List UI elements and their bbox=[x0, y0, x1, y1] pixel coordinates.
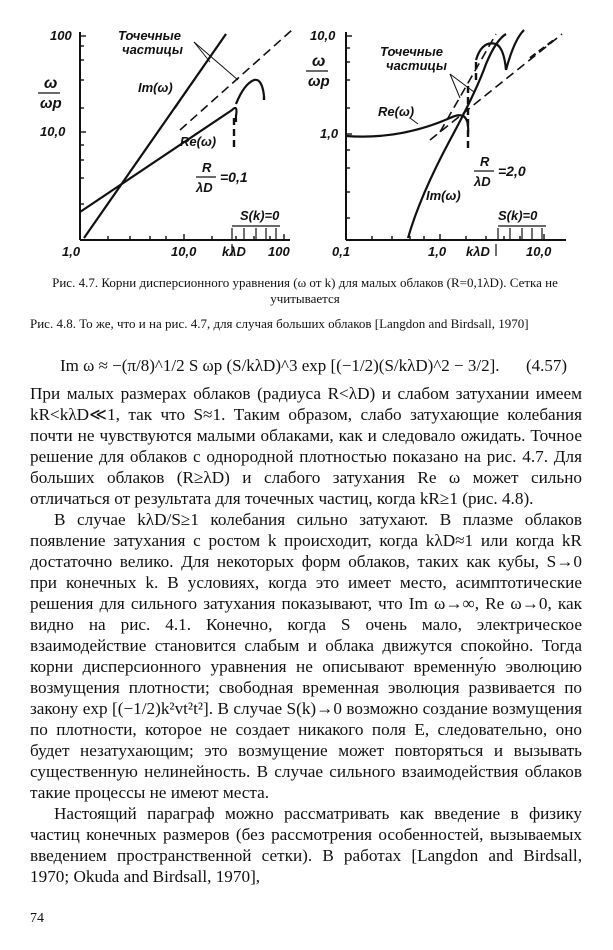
right-param-R: R bbox=[480, 154, 490, 169]
left-x-mark-label: kλD bbox=[222, 244, 246, 259]
left-label-im: Im(ω) bbox=[138, 80, 173, 95]
left-x-tick-100: 100 bbox=[268, 244, 290, 259]
figure-4-8 bbox=[300, 0, 613, 272]
body-text bbox=[30, 383, 582, 887]
right-x-tick-1: 1,0 bbox=[428, 244, 447, 259]
right-im-curve-2 bbox=[506, 30, 524, 70]
left-param-lambda: λD bbox=[196, 180, 213, 195]
left-sk-arrows bbox=[232, 226, 280, 240]
left-param-value: =0,1 bbox=[220, 169, 248, 185]
right-x-mark-label: kλD bbox=[466, 244, 490, 259]
left-y-tick-10: 10,0 bbox=[40, 124, 66, 139]
caption-fig-4-7: Рис. 4.7. Корни дисперсионного уравнения (ω от k) для малых облаков (R=0,1λD). Сетка не учитывается bbox=[52, 275, 558, 306]
right-label-sk: S(k)=0 bbox=[498, 208, 538, 223]
left-y-label-top: ω bbox=[44, 75, 58, 92]
right-x-tick-01: 0,1 bbox=[332, 244, 351, 259]
figure-4-7 bbox=[0, 0, 310, 272]
equation-number: (4.57) bbox=[526, 356, 568, 375]
left-re-curve bbox=[80, 108, 237, 212]
left-x-tick-10: 10,0 bbox=[171, 244, 197, 259]
right-label-point-particles-2: частицы bbox=[386, 58, 448, 73]
right-param-lambda: λD bbox=[474, 174, 491, 189]
right-im-dash bbox=[530, 40, 554, 58]
left-label-point-particles-1: Точечные bbox=[118, 28, 181, 43]
right-point-particle-line-2 bbox=[440, 34, 496, 132]
right-y-label-bottom: ωp bbox=[308, 73, 330, 90]
paragraph-2: В случае kλD/S≥1 колебания сильно затухают. В плазме облаков появление затухания с ростом k происходит, когда kλD≈1 или когда kR достаточно велико. Для некоторых форм облаков, таких как кубы, S→0 при конечных k. В условиях, когда это имеет место, асимптотические решения для сильного затухания показывают, что Im ω→∞, Re ω→0, как видно на рис. 4.1. Конечно, когда S очень мало, электрическое взаимодействие становится слабым и облака движутся спокойно. Тогда корни дисперсионного уравнения не описывают временну́ю эволюцию возмущения плотности; свободная временная эволюция развивается по закону exp [(−1/2)k²vt²t²]. В случае S(k)→0 возможно создание возмущения по плотности, которое не создает никакого поля E, следовательно, оно будет незатухающим; это возмущение может повторяться и вызывать существенную нелинейность. В случае сильного взаимодействия облаков такие процессы не имеют места. bbox=[30, 510, 582, 802]
right-re-branch bbox=[476, 43, 506, 70]
right-y-tick-1: 1,0 bbox=[320, 126, 339, 141]
left-re-branch bbox=[236, 80, 264, 104]
paragraph-3: Настоящий параграф можно рассматривать как введение в физику частиц конечных размеров (без рассмотрения особенностей, вызываемых введением пространственной сетки). В работах [Langdon and Birdsall, 1970; Okuda and Birdsall, 1970], bbox=[30, 804, 582, 886]
left-y-label-bottom: ωp bbox=[40, 95, 62, 112]
left-x-tick-1: 1,0 bbox=[62, 244, 81, 259]
right-y-tick-10: 10,0 bbox=[310, 28, 336, 43]
equation-4-57: Im ω ≈ −(π/8)^1/2 S ωp (S/kλD)^3 exp [(−1/2)(S/kλD)^2 − 3/2]. bbox=[60, 356, 500, 375]
right-label-re: Re(ω) bbox=[378, 104, 415, 119]
right-x-tick-10: 10,0 bbox=[526, 244, 552, 259]
right-label-point-particles-1: Точечные bbox=[380, 44, 443, 59]
left-label-re: Re(ω) bbox=[180, 134, 217, 149]
paragraph-1: При малых размерах облаков (радиуса R<λD) и слабом затухании имеем kR<kλD≪1, так что S≈1. Таким образом, слабо затухающие колебания почти не чувствуются малыми облаками, как и следовало ожидать. Точное решение для облаков с однородной плотностью показано на рис. 4.7. Для больших облаков (R≥λD) и слабого затухания Re ω может сильно отличаться от результата для точечных частиц, когда kR≥1 (рис. 4.8). bbox=[30, 384, 582, 508]
page-number: 74 bbox=[30, 911, 44, 926]
left-label-point-particles-2: частицы bbox=[122, 42, 184, 57]
left-y-tick-100: 100 bbox=[50, 28, 72, 43]
right-y-label-top: ω bbox=[312, 53, 326, 70]
left-param-R: R bbox=[202, 160, 212, 175]
right-sk-arrows bbox=[498, 226, 546, 240]
left-label-sk: S(k)=0 bbox=[240, 208, 280, 223]
caption-fig-4-8: Рис. 4.8. То же, что и на рис. 4.7, для случая больших облаков [Langdon and Birdsall, 1970] bbox=[30, 316, 529, 331]
right-param-value: =2,0 bbox=[498, 163, 526, 179]
right-label-im: Im(ω) bbox=[426, 188, 461, 203]
left-leader-1 bbox=[194, 42, 210, 62]
